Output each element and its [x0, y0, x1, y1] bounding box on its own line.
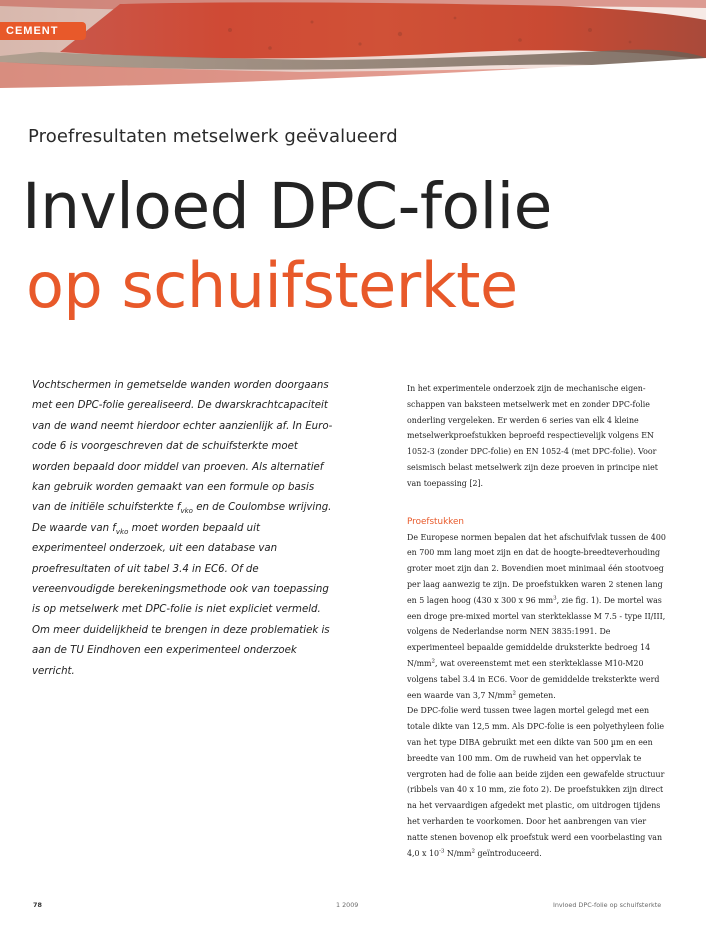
body-p1-text: In het experimentele onderzoek zijn de mechanische eigenschappen van baksteen metselwerk met en zonder DPC-folie onderling vergeleken. Er werden 6 series van elk 4 kleine metselwerkproefstukken beproefd respectievelijk volgens EN 1052-3 (zonder DPC-folie) en EN 1052-4 (met DPC-folie). Voor seismisch belast metselwerk zijn deze proeven in principe niet van toepassing [2]. [407, 384, 658, 488]
body-p2-text-2: , zie fig. 1). De mortel was een droge pre-mixed mortel van sterkteklasse M 7.5 - type II/III, volgens de Nederlandse norm NEN 3835:1991. De experimenteel bepaalde gemiddelde druksterkte bedroeg 14 N/mm [407, 595, 666, 668]
body-p2-text-1: De Europese normen bepalen dat het afschuifvlak tussen de 400 en 700 mm lang moet zijn en dat de hoogte-breedteverhouding groter moet zijn dan 2. Bovendien moet minimaal één stootvoeg per laag aanwezig te zijn. De proefstukken waren 2 stenen lang en 5 lagen hoog (430 x 300 x 96 mm [407, 532, 666, 605]
article-kicker: Proefresultaten metselwerk geëvalueerd [28, 126, 398, 147]
body-p3-text-1: De DPC-folie werd tussen twee lagen mortel gelegd met een totale dikte van 12,5 mm. Als DPC-folie is een polyethyleen folie van het type DIBA gebruikt met een dikte van 500 µm en een breedte van 100 mm. Om de ruwheid van het oppervlak te vergroten had de folie aan beide zijden een gewafelde structuur (ribbels van 40 x 10 mm, zie foto 2). De proefstukken zijn direct na het vervaardigen afgedekt met plastic, om uitdrogen tijdens het verharden te voorkomen. Door het aanbrengen van vier natte stenen bovenop elk proefstuk werd een voorbelasting van 4,0 x 10 [407, 706, 665, 858]
intro-subscript-1: vko [180, 507, 193, 516]
intro-text-1: Vochtschermen in gemetselde wanden worden doorgaans met een DPC-folie gerealiseerd. De dwarskrachtcapaciteit van de wand neemt hierdoor echter aanzienlijk af. In Eurocode 6 is voorgeschreven dat de schuifsterkte moet worden bepaald door middel van proeven. Als alternatief kan gebruik worden gemaakt van een formule op basis van de initiële schuifsterkte f [32, 380, 333, 514]
body-paragraph-1 [407, 381, 669, 492]
body-p3-text-2: N/mm [444, 848, 472, 858]
intro-text-3: moet worden bepaald uit experimenteel onderzoek, uit een database van proefresultaten of uit tabel 3.4 in EC6. Of de vereenvoudigde berekeningsmethode ook van toepassing is op metselwerk met DPC-folie is niet expliciet vermeld. Om meer duidelijkheid te brengen in deze problematiek is aan de TU Eindhoven een experimenteel onderzoek verricht. [32, 522, 330, 677]
logo-text: CEMENT [6, 24, 59, 37]
issue-label: 1 2009 [336, 901, 359, 909]
body-p2-sup-3: 2 [512, 689, 516, 696]
article-title-line1: Invloed DPC-folie [22, 170, 552, 243]
body-paragraph-2 [407, 530, 669, 704]
article-body [407, 381, 669, 861]
body-p2-sup-2: 2 [431, 658, 436, 665]
header-photo [0, 0, 706, 92]
body-p3-sup-2: 2 [471, 847, 475, 854]
page-number: 78 [33, 901, 42, 909]
brick-wall-image [0, 0, 706, 92]
body-p2-text-4: gemeten. [515, 690, 556, 700]
body-p3-text-3: geïntroduceerd. [474, 848, 542, 858]
body-paragraph-3 [407, 703, 669, 861]
intro-subscript-2: vko [115, 527, 129, 536]
body-p2-text-3: , wat overeenstemt met een sterkteklasse M10-M20 volgens tabel 3.4 in EC6. Voor de gemiddelde treksterkte werd een waarde van 3,7 N/mm [407, 658, 660, 700]
running-title: Invloed DPC-folie op schuifsterkte [553, 901, 662, 909]
magazine-logo [0, 22, 86, 40]
body-p2-sup-1: 3 [553, 595, 557, 602]
section-heading-proefstukken: Proefstukken [407, 516, 464, 527]
article-title-line2: op schuifsterkte [26, 249, 518, 322]
body-p3-sup-1: -3 [439, 847, 445, 854]
article-intro [32, 376, 336, 682]
intro-text-2: en de Coulombse wrijving. De waarde van f [32, 502, 332, 534]
